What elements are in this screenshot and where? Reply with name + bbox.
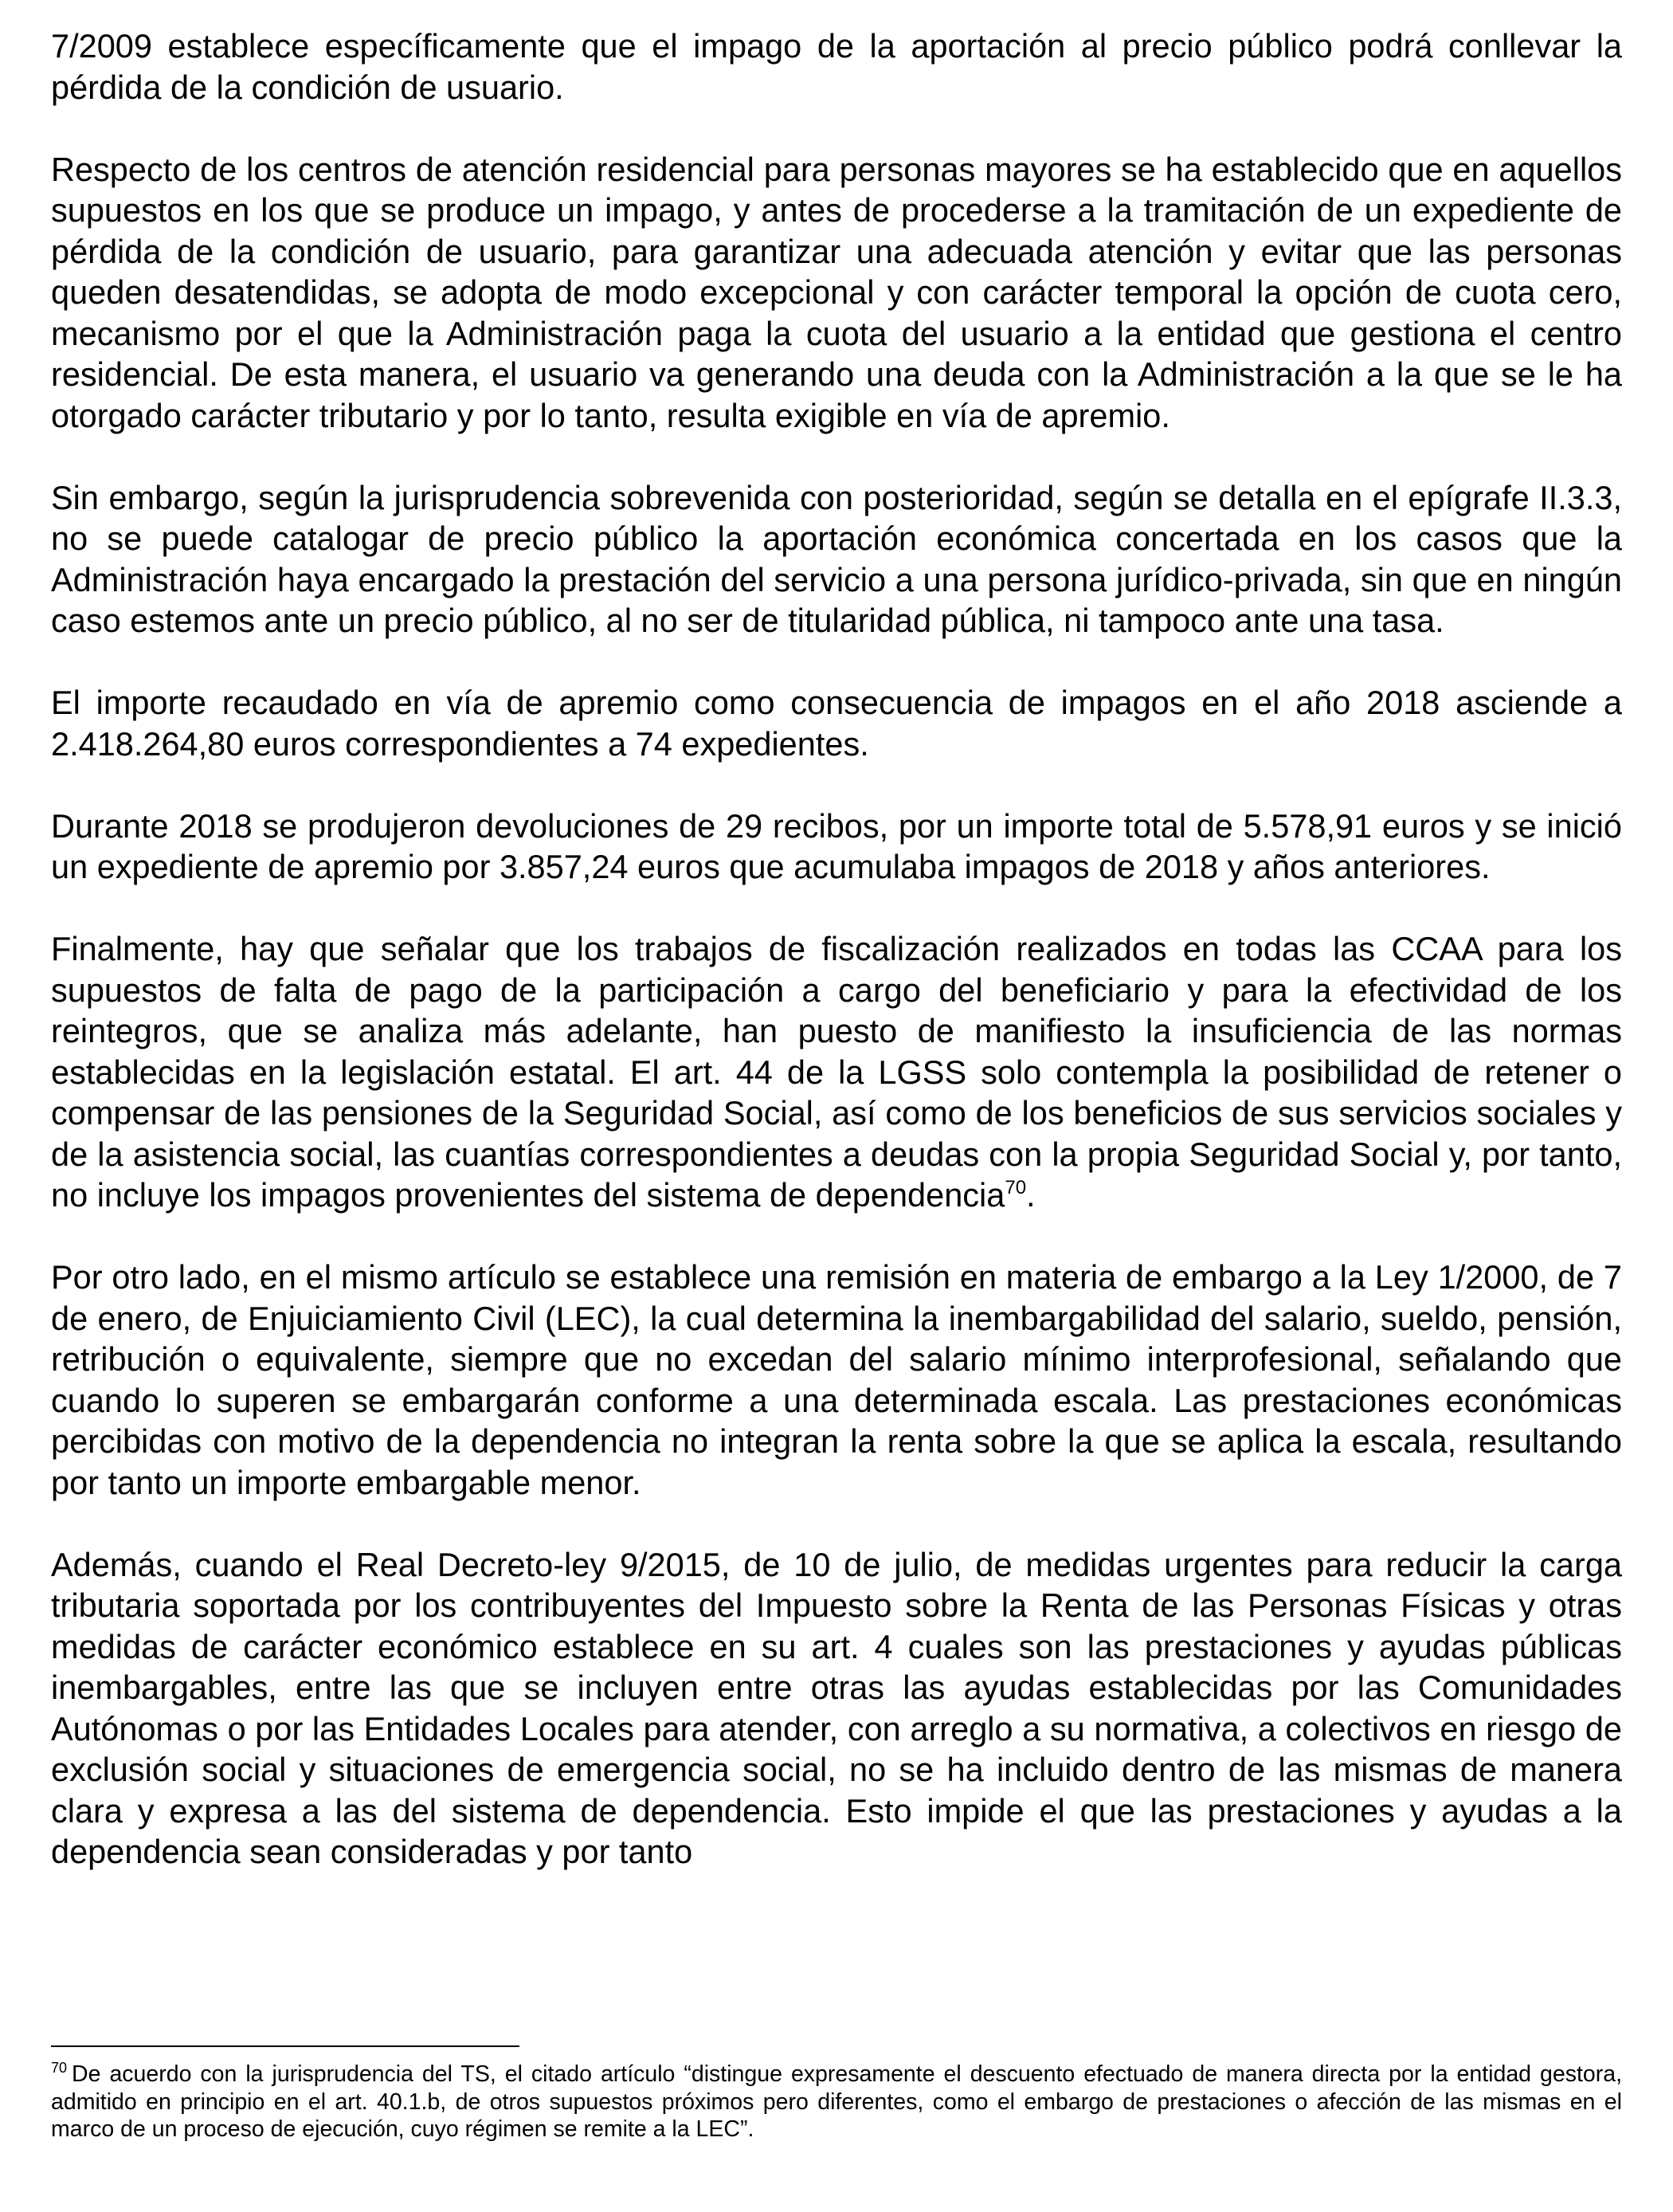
footnotes [51,2061,1622,2143]
paragraph-4: El importe recaudado en vía de apremio como consecuencia de impagos en el año 2018 asciende a 2.418.264,80 euros correspondientes a 74 expedientes. [51,684,1622,763]
paragraph-1: 7/2009 establece específicamente que el impago de la aportación al precio público podrá conllevar la pérdida de la condición de usuario. [51,27,1622,106]
paragraph-8: Además, cuando el Real Decreto-ley 9/2015, de 10 de julio, de medidas urgentes para reducir la carga tributaria soportada por los contribuyentes del Impuesto sobre la Renta de las Personas Físicas y otras medidas de carácter económico establece en su art. 4 cuales son las prestaciones y ayudas públicas inembargables, entre las que se incluyen entre otras las ayudas establecidas por las Comunidades Autónomas o por las Entidades Locales para atender, con arreglo a su normativa, a colectivos en riesgo de exclusión social y situaciones de emergencia social, no se ha incluido dentro de las mismas de manera clara y expresa a las del sistema de dependencia. Esto impide el que las prestaciones y ayudas a la dependencia sean consideradas y por tanto [51,1545,1622,1870]
paragraph-3: Sin embargo, según la jurisprudencia sobrevenida con posterioridad, según se detalla en el epígrafe II.3.3, no se puede catalogar de precio público la aportación económica concertada en los casos que la Administración haya encargado la prestación del servicio a una persona jurídico-privada, sin que en ningún caso estemos ante un precio público, al no ser de titularidad pública, ni tampoco ante una tasa. [51,478,1622,639]
paragraph-6-end: . [1026,1176,1036,1214]
footnote-separator [51,2045,519,2047]
footnote-text: De acuerdo con la jurisprudencia del TS, el citado artículo “distingue expresamente el descuento efectuado de manera directa por la entidad gestora, admitido en principio en el art. 40.1.b, de otros supuestos próximos pero diferentes, como el embargo de prestaciones o afección de las mismas en el marco de un proceso de ejecución, cuyo régimen se remite a la LEC”. [51,2061,1622,2142]
footnote-70 [51,2061,1622,2143]
paragraph-6-text: Finalmente, hay que señalar que los trabajos de fiscalización realizados en todas las CCAA para los supuestos de falta de pago de la participación a cargo del beneficiario y para la efectividad de los reintegros, que se analiza más adelante, han puesto de manifiesto la insuficiencia de las normas establecidas en la legislación estatal. El art. 44 de la LGSS solo contempla la posibilidad de retener o compensar de las pensiones de la Seguridad Social, así como de los beneficios de sus servicios sociales y de la asistencia social, las cuantías correspondientes a deudas con la propia Seguridad Social y, por tanto, no incluye los impagos provenientes del sistema de dependencia [51,930,1622,1214]
body-text [51,25,1622,1873]
footnote-number: 70 [51,2060,68,2076]
paragraph-6 [51,928,1622,1216]
paragraph-2: Respecto de los centros de atención residencial para personas mayores se ha establecido que en aquellos supuestos en los que se produce un impago, y antes de procederse a la tramitación de un expediente de pérdida de la condición de usuario, para garantizar una adecuada atención y evitar que las personas queden desatendidas, se adopta de modo excepcional y con carácter temporal la opción de cuota cero, mecanismo por el que la Administración paga la cuota del usuario a la entidad que gestiona el centro residencial. De esta manera, el usuario va generando una deuda con la Administración a la que se le ha otorgado carácter tributario y por lo tanto, resulta exigible en vía de apremio. [51,150,1622,434]
paragraph-5: Durante 2018 se produjeron devoluciones de 29 recibos, por un importe total de 5.578,91 euros y se inició un expediente de apremio por 3.857,24 euros que acumulaba impagos de 2018 y años anteriores. [51,806,1622,885]
paragraph-7: Por otro lado, en el mismo artículo se establece una remisión en materia de embargo a la Ley 1/2000, de 7 de enero, de Enjuiciamiento Civil (LEC), la cual determina la inembargabilidad del salario, sueldo, pensión, retribución o equivalente, siempre que no excedan del salario mínimo interprofesional, señalando que cuando lo superen se embargarán conforme a una determinada escala. Las prestaciones económicas percibidas con motivo de la dependencia no integran la renta sobre la que se aplica la escala, resultando por tanto un importe embargable menor. [51,1258,1622,1501]
footnote-reference[interactable]: 70 [1005,1177,1027,1198]
